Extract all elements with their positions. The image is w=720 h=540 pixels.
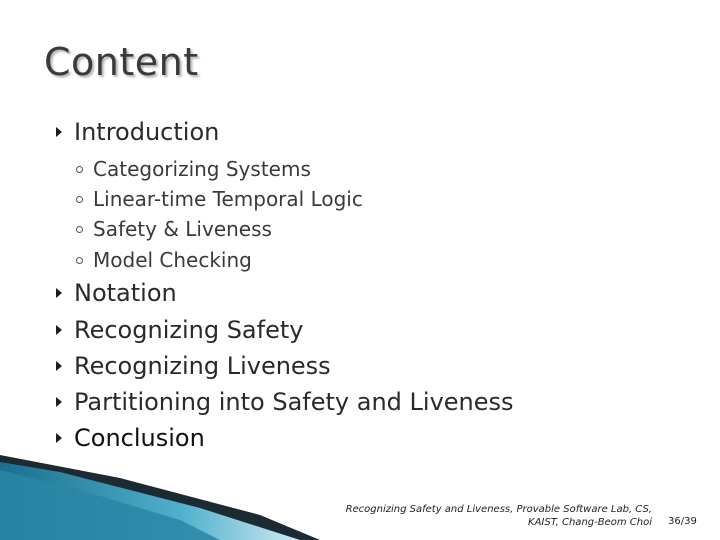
sub-bullet-model-checking [76,248,252,272]
arrow-bullet-icon [56,361,62,371]
bullet-label: Partitioning into Safety and Liveness [74,388,514,416]
bullet-notation [56,279,177,307]
bullet-label: Recognizing Safety [74,316,304,344]
arrow-bullet-icon [56,325,62,335]
arrow-bullet-icon [56,288,62,298]
bullet-label: Recognizing Liveness [74,352,331,380]
footer-citation [310,503,652,529]
sub-bullet-safety-liveness [76,217,272,241]
circle-bullet-icon [76,196,83,203]
sub-bullet-categorizing-systems [76,157,311,181]
arrow-bullet-icon [56,397,62,407]
page-number: 36/39 [668,516,697,527]
sub-bullet-label: Categorizing Systems [93,157,311,181]
footer-line-1: Recognizing Safety and Liveness, Provable Software Lab, CS, [345,504,652,515]
sub-bullet-label: Model Checking [93,248,252,272]
bullet-introduction [56,118,219,146]
circle-bullet-icon [76,257,83,264]
sub-bullet-label: Linear-time Temporal Logic [93,187,363,211]
bullet-label: Notation [74,279,177,307]
slide-title: Content [44,40,199,84]
circle-bullet-icon [76,226,83,233]
sub-bullet-linear-time-temporal-logic [76,187,363,211]
footer-line-2: KAIST, Chang-Beom Choi [528,517,652,528]
bullet-label: Introduction [74,118,220,146]
bullet-label: Conclusion [74,424,205,452]
arrow-bullet-icon [56,433,62,443]
bullet-recognizing-safety [56,316,303,344]
arrow-bullet-icon [56,127,62,137]
sub-bullet-label: Safety & Liveness [93,217,272,241]
bullet-conclusion [56,424,205,452]
circle-bullet-icon [76,166,83,173]
bullet-recognizing-liveness [56,352,331,380]
bullet-partitioning [56,388,514,416]
